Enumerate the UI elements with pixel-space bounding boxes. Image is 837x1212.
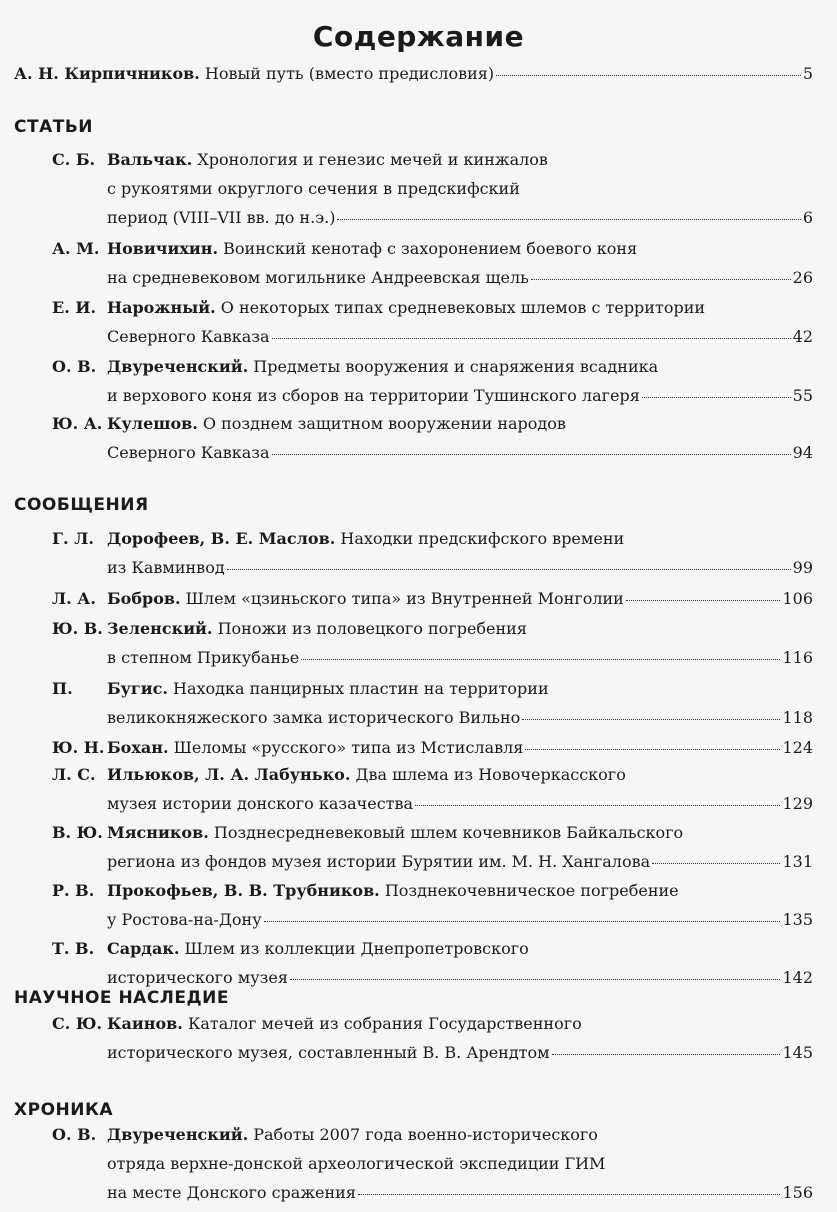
entry-line xyxy=(107,238,637,260)
entry-last-line xyxy=(107,557,813,579)
entry-title-text: Шлем «цзиньского типа» из Внутренней Монголии xyxy=(185,589,624,608)
author-initials: Л. С. xyxy=(52,765,96,784)
entry-line xyxy=(107,413,566,435)
entry-title-text: Шлем из коллекции Днепропетровского xyxy=(184,939,529,958)
entry-title-text: исторического музея xyxy=(107,968,288,987)
author-initials: Р. В. xyxy=(52,881,95,900)
author-surname: Двуреченский. xyxy=(107,357,249,376)
entry-line xyxy=(107,938,529,960)
entry-title-text: и верхового коня из сборов на территории Тушинского лагеря xyxy=(107,386,640,405)
entry-title-text: с рукоятями округлого сечения в предскифский xyxy=(107,179,520,198)
leader-dots xyxy=(496,75,801,76)
page-number: 118 xyxy=(782,708,813,727)
entry-last-line xyxy=(107,267,813,289)
page-number: 124 xyxy=(782,738,813,757)
author-surname: Каинов. xyxy=(107,1014,183,1033)
leader-dots xyxy=(290,979,781,980)
page-number: 116 xyxy=(782,648,813,667)
author-initials: Ю. А. xyxy=(52,414,103,433)
leader-dots xyxy=(272,454,791,455)
entry-title-text: О некоторых типах средневековых шлемов с территории xyxy=(220,298,706,317)
page-number: 129 xyxy=(782,794,813,813)
leader-dots xyxy=(552,1054,781,1055)
author-initials: Ю. В. xyxy=(52,619,103,638)
author-surname: Зеленский. xyxy=(107,619,213,638)
author-surname: Сардак. xyxy=(107,939,180,958)
page-number: 106 xyxy=(782,589,813,608)
leader-dots xyxy=(525,749,780,750)
author-surname: Вальчак. xyxy=(107,150,193,169)
entry-line xyxy=(107,356,658,378)
author-initials: Г. Л. xyxy=(52,529,94,548)
page-number: 131 xyxy=(782,852,813,871)
section-heading-articles: СТАТЬИ xyxy=(14,117,94,137)
entry-title-text: Позднекочевническое погребение xyxy=(384,881,679,900)
entry-title-text: Работы 2007 года военно-исторического xyxy=(253,1125,598,1144)
entry-title-text: музея истории донского казачества xyxy=(107,794,414,813)
author-surname: Кулешов. xyxy=(107,414,198,433)
author-surname: Бобров. xyxy=(107,589,181,608)
entry-title-text: Поножи из половецкого погребения xyxy=(217,619,527,638)
page-number: 26 xyxy=(792,268,813,287)
entry-title-text: в степном Прикубанье xyxy=(107,648,300,667)
leader-dots xyxy=(642,397,791,398)
author-initials: А. М. xyxy=(52,239,100,258)
entry-title-text: Хронология и генезис мечей и кинжалов xyxy=(197,150,548,169)
entry-last-line xyxy=(107,207,813,229)
author-initials: П. xyxy=(52,679,73,698)
page-number: 42 xyxy=(792,327,813,346)
author-initials: Ю. Н. xyxy=(52,738,105,757)
author-surname: Новичихин. xyxy=(107,239,219,258)
entry-title-text: О позднем защитном вооружении народов xyxy=(202,414,566,433)
leader-dots xyxy=(358,1194,781,1195)
entry-last-line xyxy=(107,707,813,729)
entry-last-line xyxy=(107,385,813,407)
entry-line xyxy=(107,678,549,700)
author-surname: Бугис. xyxy=(107,679,168,698)
entry-title-text: из Кавминвод xyxy=(107,558,225,577)
page-number: 94 xyxy=(792,443,813,462)
entry-title-text: Каталог мечей из собрания Государственного xyxy=(187,1014,582,1033)
author-initials: Л. А. xyxy=(52,589,96,608)
author-initials: Т. В. xyxy=(52,939,95,958)
leader-dots xyxy=(522,719,780,720)
entry-line xyxy=(107,880,679,902)
section-heading-messages: СООБЩЕНИЯ xyxy=(14,495,149,515)
entry-title-text: на месте Донского сражения xyxy=(107,1183,356,1202)
page-number: 6 xyxy=(802,208,813,227)
entry-line xyxy=(107,822,683,844)
author-surname: Прокофьев, В. В. Трубников. xyxy=(107,881,380,900)
entry-line xyxy=(107,149,548,171)
entry-title-text: Северного Кавказа xyxy=(107,443,270,462)
author-surname: Нарожный. xyxy=(107,298,216,317)
leader-dots xyxy=(272,338,791,339)
entry-last-line xyxy=(107,851,813,873)
page-number: 142 xyxy=(782,968,813,987)
entry-title-text: Находки предскифского времени xyxy=(340,529,625,548)
entry-last-line xyxy=(107,1042,813,1064)
entry-title-text: Шеломы «русского» типа из Мстиславля xyxy=(173,738,524,757)
entry-last-line xyxy=(107,909,813,931)
entry-line xyxy=(107,178,520,200)
intro-title: Новый путь (вместо предисловия) xyxy=(204,64,495,83)
entry-title-text: Находка панцирных пластин на территории xyxy=(173,679,549,698)
entry-title-text: у Ростова-на-Дону xyxy=(107,910,262,929)
entry-title-text: Воинский кенотаф с захоронением боевого коня xyxy=(223,239,638,258)
page-number: 55 xyxy=(792,386,813,405)
entry-title-text: Позднесредневековый шлем кочевников Байкальского xyxy=(213,823,684,842)
author-initials: В. Ю. xyxy=(52,823,103,842)
entry-line xyxy=(107,618,527,640)
author-initials: О. В. xyxy=(52,357,97,376)
entry-title-text: Два шлема из Новочеркасского xyxy=(355,765,626,784)
entry-title-text: региона из фондов музея истории Бурятии им. М. Н. Хангалова xyxy=(107,852,651,871)
section-heading-chronicle: ХРОНИКА xyxy=(14,1100,114,1120)
entry-line xyxy=(107,528,624,550)
entry-title-text: великокняжеского замка исторического Вильно xyxy=(107,708,521,727)
page-number: 99 xyxy=(792,558,813,577)
page-number: 5 xyxy=(802,64,813,83)
entry-line xyxy=(107,1124,598,1146)
page-number: 145 xyxy=(782,1043,813,1062)
page-number: 156 xyxy=(782,1183,813,1202)
entry-last-line xyxy=(107,326,813,348)
section-heading-heritage: НАУЧНОЕ НАСЛЕДИЕ xyxy=(14,988,230,1008)
entry-last-line xyxy=(107,442,813,464)
entry-title-text: Предметы вооружения и снаряжения всадника xyxy=(253,357,659,376)
entry-title-text: Северного Кавказа xyxy=(107,327,270,346)
leader-dots xyxy=(652,863,780,864)
author-initials: Е. И. xyxy=(52,298,97,317)
author-surname: Ильюков, Л. А. Лабунько. xyxy=(107,765,351,784)
entry-last-line xyxy=(107,588,813,610)
entry-last-line xyxy=(107,737,813,759)
entry-line xyxy=(107,1013,582,1035)
entry-last-line xyxy=(107,967,813,989)
page-number: 135 xyxy=(782,910,813,929)
leader-dots xyxy=(626,600,781,601)
author-surname: Мясников. xyxy=(107,823,209,842)
author-initials: С. Ю. xyxy=(52,1014,103,1033)
author-surname: Дорофеев, В. Е. Маслов. xyxy=(107,529,336,548)
entry-line xyxy=(107,297,705,319)
author-surname: Двуреченский. xyxy=(107,1125,249,1144)
entry-title-text: период (VIII–VII вв. до н.э.) xyxy=(107,208,336,227)
entry-last-line xyxy=(107,1182,813,1204)
leader-dots xyxy=(531,279,791,280)
leader-dots xyxy=(337,219,800,220)
entry-title-text: на средневековом могильнике Андреевская щель xyxy=(107,268,529,287)
entry-title-text: отряда верхне-донской археологической экспедиции ГИМ xyxy=(107,1154,606,1173)
intro-author: А. Н. Кирпичников. xyxy=(14,64,200,83)
leader-dots xyxy=(301,659,780,660)
author-initials: О. В. xyxy=(52,1125,97,1144)
leader-dots xyxy=(264,921,781,922)
leader-dots xyxy=(415,805,780,806)
entry-title-text: исторического музея, составленный В. В. Арендтом xyxy=(107,1043,550,1062)
author-surname: Бохан. xyxy=(107,738,169,757)
leader-dots xyxy=(227,569,791,570)
entry-line xyxy=(107,1153,605,1175)
entry-last-line xyxy=(107,647,813,669)
intro-entry xyxy=(14,63,813,85)
author-initials: С. Б. xyxy=(52,150,96,169)
entry-last-line xyxy=(107,793,813,815)
page-title: Содержание xyxy=(312,20,525,53)
entry-line xyxy=(107,764,626,786)
